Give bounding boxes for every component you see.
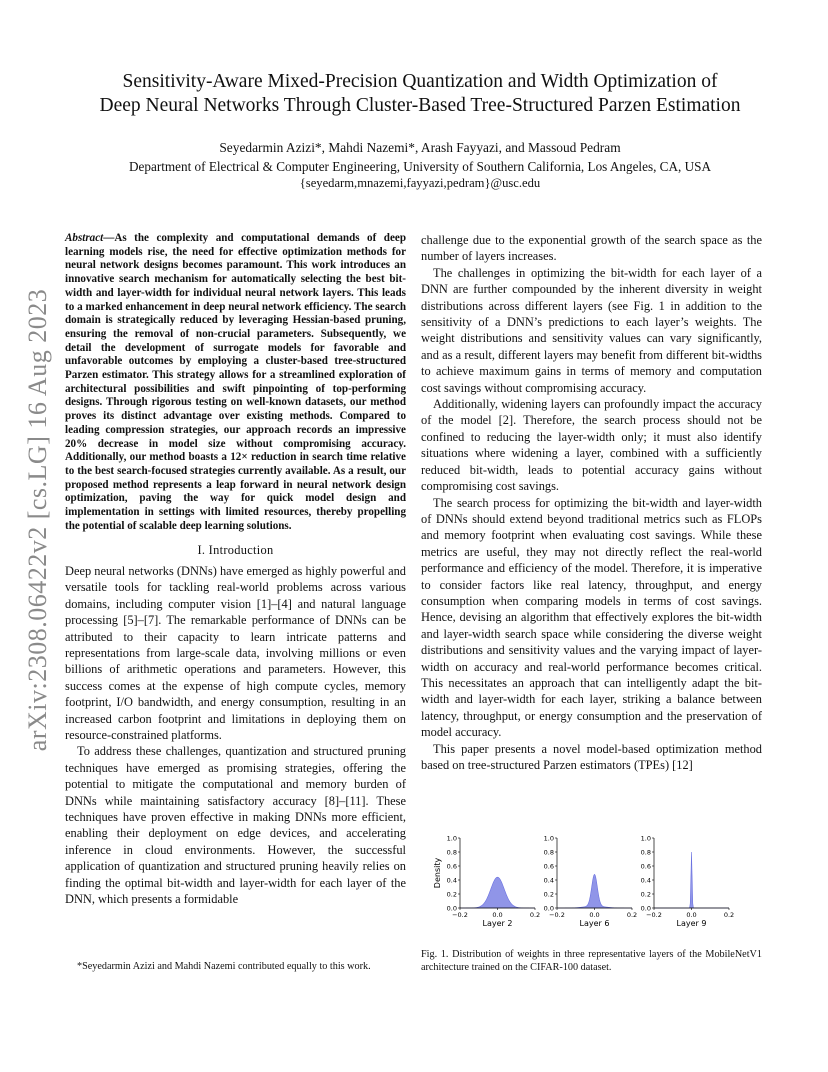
x-tick-label: 0.0	[589, 911, 600, 919]
y-tick-label: 0.0	[640, 904, 651, 913]
y-tick-label: 0.0	[446, 904, 457, 913]
weight-distribution-chart	[428, 830, 768, 930]
affiliation: Department of Electrical & Computer Engineering, University of Southern California, Los Angeles, CA, USA	[129, 159, 711, 174]
paragraph: Deep neural networks (DNNs) have emerged as highly powerful and versatile tools for tackling real-world problems across various domains, including computer vision [1]–[4] and natural language processing [5]–[7]. The remarkable performance of DNNs can be attributed to their capacity to learn intricate patterns and representations from large-scale data, involving millions or even billions of arithmetic operations and parameters. However, this success comes at the expense of high compute cycles, memory footprint, I/O bandwidth, and energy consumption, resulting in an increased carbon footprint and limitations in deploying them on resource-constrained platforms.	[65, 563, 406, 742]
email: {seyedarm,mnazemi,fayyazi,pedram}@usc.edu	[299, 176, 541, 190]
y-tick-label: 0.4	[446, 876, 457, 885]
abstract	[65, 232, 406, 533]
density-area-1	[460, 877, 535, 908]
y-tick-label: 0.2	[543, 890, 554, 899]
y-tick-label: 0.2	[640, 890, 651, 899]
density-area-2	[557, 874, 632, 908]
paragraph: Additionally, widening layers can profoundly impact the accuracy of the model [2]. Therefore, the search process should not be confined to reducing the layer-width only; it must also identify situations where widening a layer, combined with a sufficiently reduced bit-width, leads to potential accuracy gains without compromising cost savings.	[421, 397, 762, 494]
x-tick-label: 0.2	[529, 911, 541, 919]
y-tick-label: 0.8	[446, 848, 457, 857]
title-line-2: Deep Neural Networks Through Cluster-Based Tree-Structured Parzen Estimation	[99, 95, 741, 116]
paragraph: This paper presents a novel model-based optimization method based on tree-structured Parzen estimators (TPEs) [12]	[421, 741, 762, 772]
figure-1	[428, 830, 768, 930]
x-tick-label: 0.0	[492, 911, 503, 919]
y-tick-label: 1.0	[640, 834, 651, 843]
arxiv-side-label: arXiv:2308.06422v2 [cs.LG] 16 Aug 2023	[23, 288, 52, 752]
figure-caption: Fig. 1. Distribution of weights in three representative layers of the MobileNetV1 architecture trained on the CIFAR-100 dataset.	[421, 949, 762, 974]
y-tick-label: 0.6	[640, 862, 651, 871]
y-tick-label: 1.0	[446, 834, 457, 843]
authors: Seyedarmin Azizi*, Mahdi Nazemi*, Arash Fayyazi, and Massoud Pedram	[219, 140, 621, 155]
abstract-label: Abstract	[65, 232, 104, 244]
x-tick-label: 0.2	[626, 911, 638, 919]
y-axis-label: Density	[433, 857, 442, 889]
abstract-text: —As the complexity and computational demands of deep learning models rise, the need for effective optimization methods for neural network designs becomes paramount. This work introduces an innovative search mechanism for automatically selecting the best bit-width and layer-width for individual neural network layers. This leads to a marked enhancement in deep neural network efficiency. The search domain is strategically reduced by leveraging Hessian-based pruning, ensuring the removal of non-crucial parameters. Subsequently, we detail the development of surrogate models for favorable and unfavorable outcomes by employing a cluster-based tree-structured Parzen estimator. This strategy allows for a streamlined exploration of architectural possibilities and swift pinpointing of top-performing designs. Through rigorous testing on well-known datasets, our method proves its distinct advantage over existing methods. Compared to leading compression strategies, our approach records an impressive 20% decrease in model size without compromising accuracy. Additionally, our method boasts a 12× reduction in search time relative to the best search-focused strategies currently available. As a result, our proposed method represents a leap forward in neural network design optimization, paving the way for quick model design and implementation in settings with limited resources, thereby propelling the potential of scalable deep learning solutions.	[65, 232, 406, 532]
left-column	[65, 232, 406, 907]
affiliation-block	[60, 158, 780, 192]
paper-title	[60, 70, 780, 118]
paragraph: To address these challenges, quantization and structured pruning techniques have emerged as promising strategies, offering the potential to mitigate the computational and memory burden of DNNs while maintaining satisfactory accuracy [8]–[11]. These techniques have proven effective in making DNNs more efficient, enabling their deployment on edge devices, and accelerating inference in cloud environments. However, the successful application of quantization and structured pruning heavily relies on finding the optimal bit-width and layer-width for each layer of the DNN, which presents a formidable	[65, 744, 406, 906]
x-tick-label: −0.2	[549, 911, 565, 919]
y-tick-label: 1.0	[543, 834, 554, 843]
density-area-3	[654, 852, 729, 908]
y-tick-label: 0.6	[446, 862, 457, 871]
right-column	[421, 232, 762, 773]
x-tick-label: −0.2	[452, 911, 468, 919]
paragraph: The search process for optimizing the bit-width and layer-width of DNNs should extend beyond traditional metrics such as FLOPs and memory footprint when evaluating cost savings. While these metrics are useful, they may not directly reflect the real-world performance and efficiency of the model. Therefore, it is imperative to consider factors like real latency, throughput, and energy consumption when comparing models in terms of cost savings. Hence, devising an algorithm that effectively explores the bit-width and layer-width search space while considering the diverse weight distributions and sensitivity values and the varying impact of layer-width on accuracy and real-world performance becomes critical. This necessitates an approach that can intelligently adapt the bit-width and layer-width for each layer, striking a balance between latency, throughput, or energy consumption and the preservation of model accuracy.	[421, 495, 762, 740]
x-tick-label: −0.2	[646, 911, 662, 919]
x-tick-label: 0.2	[723, 911, 735, 919]
section-heading-introduction: I. Introduction	[197, 543, 274, 558]
y-tick-label: 0.4	[543, 876, 554, 885]
footnote: *Seyedarmin Azizi and Mahdi Nazemi contributed equally to this work.	[77, 961, 371, 972]
y-tick-label: 0.0	[543, 904, 554, 913]
y-tick-label: 0.8	[543, 848, 554, 857]
panel-label: Layer 2	[482, 919, 513, 928]
x-tick-label: 0.0	[686, 911, 697, 919]
y-tick-label: 0.4	[640, 876, 651, 885]
title-line-1: Sensitivity-Aware Mixed-Precision Quantization and Width Optimization of	[122, 71, 718, 92]
paragraph: The challenges in optimizing the bit-width for each layer of a DNN are further compounded by the inherent diversity in weight distributions across different layers (see Fig. 1 in addition to the sensitivity of a DNN’s predictions to each layer’s weights. The weight distributions and sensitivity values can vary significantly, and as a result, different layers may benefit from different bit-widths to achieve maximum gains in terms of memory and computation cost savings without compromising accuracy.	[421, 265, 762, 395]
paragraph: challenge due to the exponential growth of the search space as the number of layers increases.	[421, 233, 762, 264]
y-tick-label: 0.2	[446, 890, 457, 899]
y-tick-label: 0.6	[543, 862, 554, 871]
panel-label: Layer 9	[676, 919, 707, 928]
panel-label: Layer 6	[579, 919, 610, 928]
y-tick-label: 0.8	[640, 848, 651, 857]
